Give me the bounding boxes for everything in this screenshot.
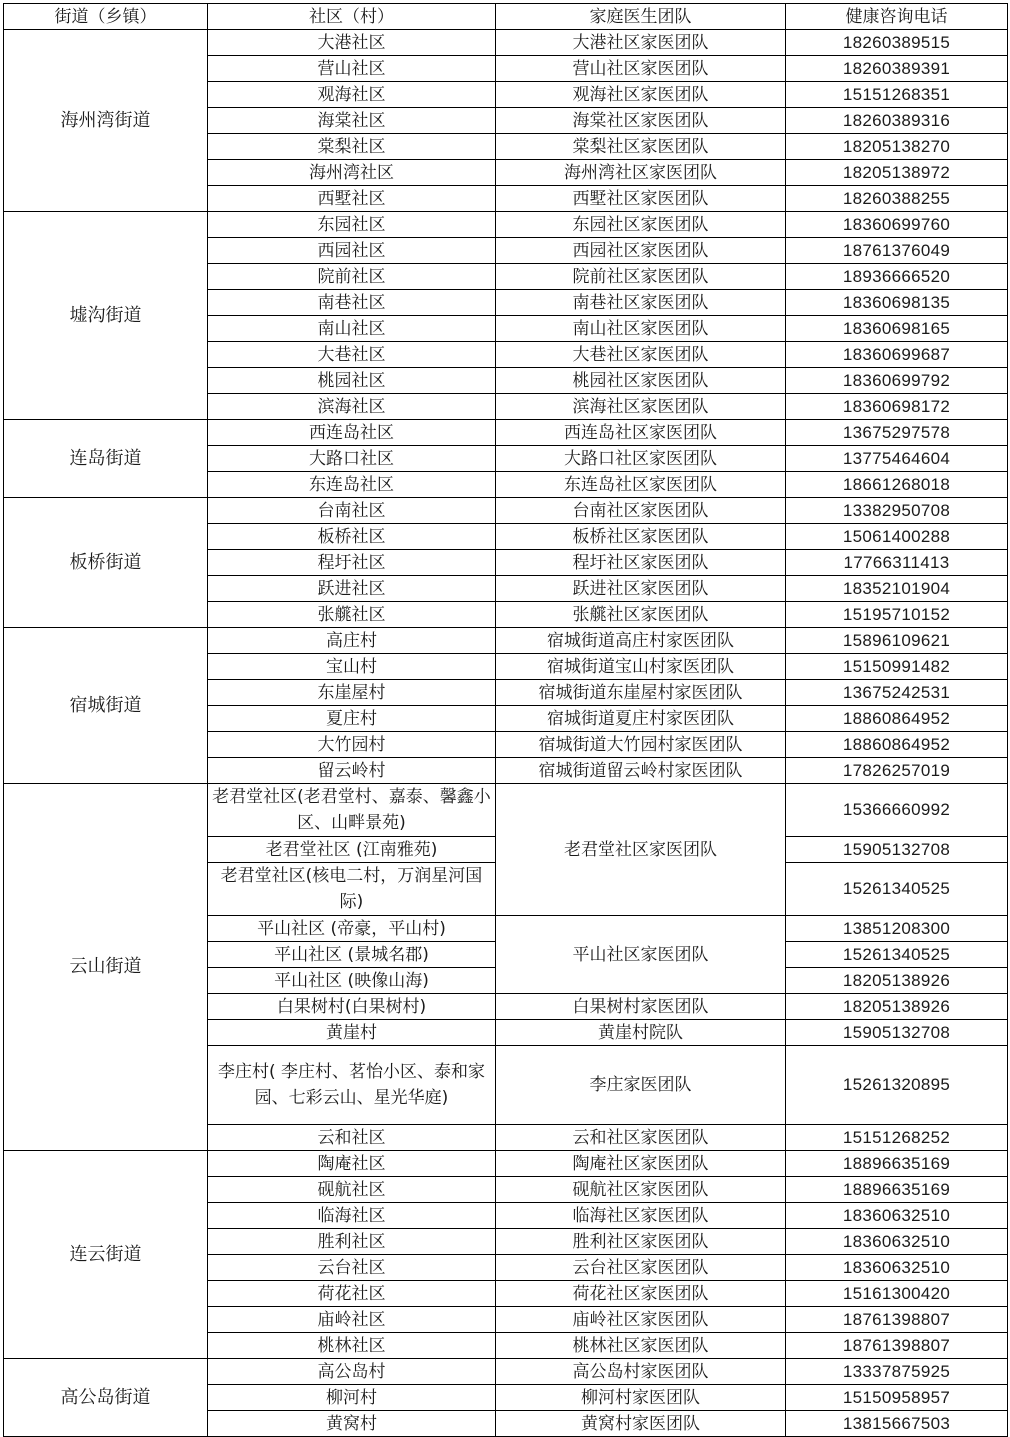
team-cell: 砚航社区家医团队 [496, 1177, 786, 1203]
table-row [4, 1359, 1008, 1385]
phone-cell: 18360699687 [786, 342, 1008, 368]
phone-cell: 18360698135 [786, 290, 1008, 316]
community-cell: 云台社区 [208, 1255, 496, 1281]
table-row [4, 30, 1008, 56]
team-cell: 高公岛村家医团队 [496, 1359, 786, 1385]
phone-cell: 15151268252 [786, 1125, 1008, 1151]
community-cell: 东园社区 [208, 212, 496, 238]
community-cell: 陶庵社区 [208, 1151, 496, 1177]
phone-cell: 18860864952 [786, 732, 1008, 758]
community-cell: 胜利社区 [208, 1229, 496, 1255]
phone-cell: 18761376049 [786, 238, 1008, 264]
street-cell: 高公岛街道 [4, 1359, 208, 1437]
phone-cell: 18896635169 [786, 1177, 1008, 1203]
community-cell: 跃进社区 [208, 576, 496, 602]
phone-cell: 18205138926 [786, 994, 1008, 1020]
team-cell: 宿城街道大竹园村家医团队 [496, 732, 786, 758]
phone-cell: 13337875925 [786, 1359, 1008, 1385]
community-cell: 台南社区 [208, 498, 496, 524]
phone-cell: 13851208300 [786, 916, 1008, 942]
team-cell: 庙岭社区家医团队 [496, 1307, 786, 1333]
community-cell: 南山社区 [208, 316, 496, 342]
community-cell: 院前社区 [208, 264, 496, 290]
team-cell: 棠梨社区家医团队 [496, 134, 786, 160]
community-cell: 板桥社区 [208, 524, 496, 550]
community-cell: 西园社区 [208, 238, 496, 264]
header-team: 家庭医生团队 [496, 4, 786, 30]
community-cell: 大路口社区 [208, 446, 496, 472]
community-cell: 老君堂社区(核电二村，万润星河国际) [208, 863, 496, 916]
street-cell: 连岛街道 [4, 420, 208, 498]
phone-cell: 18761398807 [786, 1333, 1008, 1359]
table-row [4, 1151, 1008, 1177]
team-cell: 海棠社区家医团队 [496, 108, 786, 134]
phone-cell: 18896635169 [786, 1151, 1008, 1177]
phone-cell: 18360632510 [786, 1255, 1008, 1281]
community-cell: 临海社区 [208, 1203, 496, 1229]
phone-cell: 13675297578 [786, 420, 1008, 446]
community-cell: 庙岭社区 [208, 1307, 496, 1333]
community-cell: 云和社区 [208, 1125, 496, 1151]
team-cell: 大港社区家医团队 [496, 30, 786, 56]
community-cell: 营山社区 [208, 56, 496, 82]
community-cell: 高庄村 [208, 628, 496, 654]
phone-cell: 18936666520 [786, 264, 1008, 290]
team-cell: 跃进社区家医团队 [496, 576, 786, 602]
street-cell: 宿城街道 [4, 628, 208, 784]
team-cell: 平山社区家医团队 [496, 916, 786, 994]
team-cell: 白果树村家医团队 [496, 994, 786, 1020]
community-cell: 荷花社区 [208, 1281, 496, 1307]
community-cell: 西墅社区 [208, 186, 496, 212]
phone-cell: 15896109621 [786, 628, 1008, 654]
phone-cell: 18260388255 [786, 186, 1008, 212]
community-cell: 西连岛社区 [208, 420, 496, 446]
community-cell: 东崖屋村 [208, 680, 496, 706]
phone-cell: 17766311413 [786, 550, 1008, 576]
phone-cell: 15261340525 [786, 863, 1008, 916]
community-cell: 老君堂社区 (江南雅苑) [208, 837, 496, 863]
community-cell: 留云岭村 [208, 758, 496, 784]
phone-cell: 18360699760 [786, 212, 1008, 238]
community-cell: 大巷社区 [208, 342, 496, 368]
team-cell: 宿城街道东崖屋村家医团队 [496, 680, 786, 706]
phone-cell: 18205138926 [786, 968, 1008, 994]
team-cell: 宿城街道宝山村家医团队 [496, 654, 786, 680]
phone-cell: 15261320895 [786, 1046, 1008, 1125]
table-row [4, 212, 1008, 238]
community-cell: 程圩社区 [208, 550, 496, 576]
team-cell: 东连岛社区家医团队 [496, 472, 786, 498]
phone-cell: 13815667503 [786, 1411, 1008, 1437]
phone-cell: 15150991482 [786, 654, 1008, 680]
phone-cell: 15151268351 [786, 82, 1008, 108]
team-cell: 海州湾社区家医团队 [496, 160, 786, 186]
header-row [4, 4, 1008, 30]
phone-cell: 15150958957 [786, 1385, 1008, 1411]
phone-cell: 18360699792 [786, 368, 1008, 394]
phone-cell: 18360698165 [786, 316, 1008, 342]
phone-cell: 15905132708 [786, 1020, 1008, 1046]
community-cell: 大竹园村 [208, 732, 496, 758]
team-cell: 云台社区家医团队 [496, 1255, 786, 1281]
community-cell: 平山社区 (映像山海) [208, 968, 496, 994]
community-cell: 平山社区 (帝豪，平山村) [208, 916, 496, 942]
team-cell: 柳河村家医团队 [496, 1385, 786, 1411]
team-cell: 老君堂社区家医团队 [496, 784, 786, 916]
community-cell: 桃园社区 [208, 368, 496, 394]
team-cell: 张艞社区家医团队 [496, 602, 786, 628]
table-row [4, 628, 1008, 654]
community-cell: 棠梨社区 [208, 134, 496, 160]
team-cell: 云和社区家医团队 [496, 1125, 786, 1151]
header-phone: 健康咨询电话 [786, 4, 1008, 30]
team-cell: 胜利社区家医团队 [496, 1229, 786, 1255]
community-cell: 黄窝村 [208, 1411, 496, 1437]
phone-cell: 18205138270 [786, 134, 1008, 160]
phone-cell: 18260389316 [786, 108, 1008, 134]
team-cell: 营山社区家医团队 [496, 56, 786, 82]
phone-cell: 18360632510 [786, 1229, 1008, 1255]
team-cell: 观海社区家医团队 [496, 82, 786, 108]
community-cell: 大港社区 [208, 30, 496, 56]
phone-cell: 13675242531 [786, 680, 1008, 706]
community-cell: 张艞社区 [208, 602, 496, 628]
team-cell: 黄窝村家医团队 [496, 1411, 786, 1437]
phone-cell: 18661268018 [786, 472, 1008, 498]
team-cell: 板桥社区家医团队 [496, 524, 786, 550]
phone-cell: 18860864952 [786, 706, 1008, 732]
community-cell: 东连岛社区 [208, 472, 496, 498]
phone-cell: 15061400288 [786, 524, 1008, 550]
team-cell: 陶庵社区家医团队 [496, 1151, 786, 1177]
community-cell: 平山社区 (景城名郡) [208, 942, 496, 968]
phone-cell: 13382950708 [786, 498, 1008, 524]
team-cell: 滨海社区家医团队 [496, 394, 786, 420]
team-cell: 李庄家医团队 [496, 1046, 786, 1125]
phone-cell: 18352101904 [786, 576, 1008, 602]
phone-cell: 18360632510 [786, 1203, 1008, 1229]
team-cell: 西墅社区家医团队 [496, 186, 786, 212]
community-cell: 柳河村 [208, 1385, 496, 1411]
community-cell: 白果树村(白果树村) [208, 994, 496, 1020]
street-cell: 板桥街道 [4, 498, 208, 628]
community-cell: 海棠社区 [208, 108, 496, 134]
phone-cell: 13775464604 [786, 446, 1008, 472]
team-cell: 黄崖村院队 [496, 1020, 786, 1046]
phone-cell: 15161300420 [786, 1281, 1008, 1307]
street-cell: 云山街道 [4, 784, 208, 1151]
community-cell: 李庄村( 李庄村、茗怡小区、泰和家园、七彩云山、星光华庭) [208, 1046, 496, 1125]
phone-cell: 18205138972 [786, 160, 1008, 186]
team-cell: 程圩社区家医团队 [496, 550, 786, 576]
phone-cell: 17826257019 [786, 758, 1008, 784]
table-row [4, 420, 1008, 446]
community-cell: 南巷社区 [208, 290, 496, 316]
phone-cell: 15905132708 [786, 837, 1008, 863]
team-cell: 桃园社区家医团队 [496, 368, 786, 394]
community-cell: 宝山村 [208, 654, 496, 680]
header-street: 街道（乡镇） [4, 4, 208, 30]
team-cell: 西连岛社区家医团队 [496, 420, 786, 446]
table-row [4, 784, 1008, 837]
community-cell: 老君堂社区(老君堂村、嘉泰、馨鑫小区、山畔景苑) [208, 784, 496, 837]
team-cell: 临海社区家医团队 [496, 1203, 786, 1229]
health-consultation-table [3, 3, 1008, 1437]
team-cell: 大巷社区家医团队 [496, 342, 786, 368]
team-cell: 南巷社区家医团队 [496, 290, 786, 316]
table-row [4, 498, 1008, 524]
team-cell: 南山社区家医团队 [496, 316, 786, 342]
team-cell: 院前社区家医团队 [496, 264, 786, 290]
team-cell: 荷花社区家医团队 [496, 1281, 786, 1307]
phone-cell: 18260389391 [786, 56, 1008, 82]
team-cell: 大路口社区家医团队 [496, 446, 786, 472]
street-cell: 连云街道 [4, 1151, 208, 1359]
community-cell: 高公岛村 [208, 1359, 496, 1385]
community-cell: 桃林社区 [208, 1333, 496, 1359]
team-cell: 宿城街道夏庄村家医团队 [496, 706, 786, 732]
phone-cell: 15261340525 [786, 942, 1008, 968]
team-cell: 宿城街道留云岭村家医团队 [496, 758, 786, 784]
phone-cell: 15195710152 [786, 602, 1008, 628]
street-cell: 墟沟街道 [4, 212, 208, 420]
team-cell: 西园社区家医团队 [496, 238, 786, 264]
team-cell: 东园社区家医团队 [496, 212, 786, 238]
community-cell: 黄崖村 [208, 1020, 496, 1046]
community-cell: 观海社区 [208, 82, 496, 108]
community-cell: 砚航社区 [208, 1177, 496, 1203]
community-cell: 夏庄村 [208, 706, 496, 732]
community-cell: 滨海社区 [208, 394, 496, 420]
team-cell: 台南社区家医团队 [496, 498, 786, 524]
phone-cell: 18260389515 [786, 30, 1008, 56]
team-cell: 桃林社区家医团队 [496, 1333, 786, 1359]
phone-cell: 18360698172 [786, 394, 1008, 420]
header-community: 社区（村） [208, 4, 496, 30]
phone-cell: 18761398807 [786, 1307, 1008, 1333]
community-cell: 海州湾社区 [208, 160, 496, 186]
team-cell: 宿城街道高庄村家医团队 [496, 628, 786, 654]
street-cell: 海州湾街道 [4, 30, 208, 212]
phone-cell: 15366660992 [786, 784, 1008, 837]
